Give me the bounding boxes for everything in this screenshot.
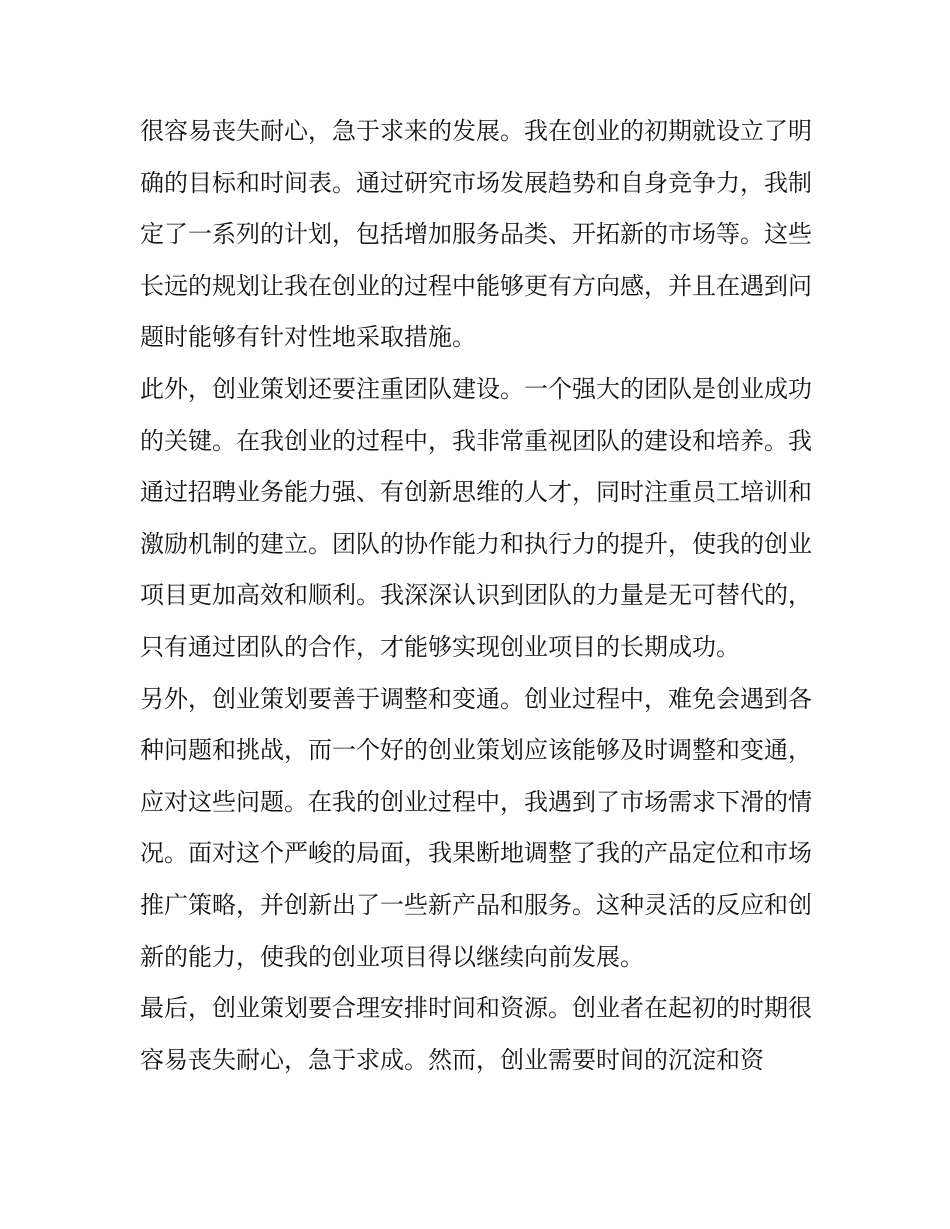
document-body	[140, 106, 812, 1086]
paragraph-4: 最后，创业策划要合理安排时间和资源。创业者在起初的时期很容易丧失耐心，急于求成。然而，创业需要时间的沉淀和资	[140, 994, 812, 1074]
paragraph-3: 另外，创业策划要善于调整和变通。创业过程中，难免会遇到各种问题和挑战，而一个好的创业策划应该能够及时调整和变通，应对这些问题。在我的创业过程中，我遇到了市场需求下滑的情况。面对这个严峻的局面，我果断地调整了我的产品定位和市场推广策略，并创新出了一些新产品和服务。这种灵活的反应和创新的能力，使我的创业项目得以继续向前发展。	[140, 684, 812, 971]
paragraph-1: 很容易丧失耐心，急于求来的发展。我在创业的初期就设立了明确的目标和时间表。通过研究市场发展趋势和自身竞争力，我制定了一系列的计划，包括增加服务品类、开拓新的市场等。这些长远的规划让我在创业的过程中能够更有方向感，并且在遇到问题时能够有针对性地采取措施。	[140, 117, 812, 352]
paragraph-2: 此外，创业策划还要注重团队建设。一个强大的团队是创业成功的关键。在我创业的过程中，我非常重视团队的建设和培养。我通过招聘业务能力强、有创新思维的人才，同时注重员工培训和激励机制的建立。团队的协作能力和执行力的提升，使我的创业项目更加高效和顺利。我深深认识到团队的力量是无可替代的，只有通过团队的合作，才能够实现创业项目的长期成功。	[140, 374, 812, 661]
